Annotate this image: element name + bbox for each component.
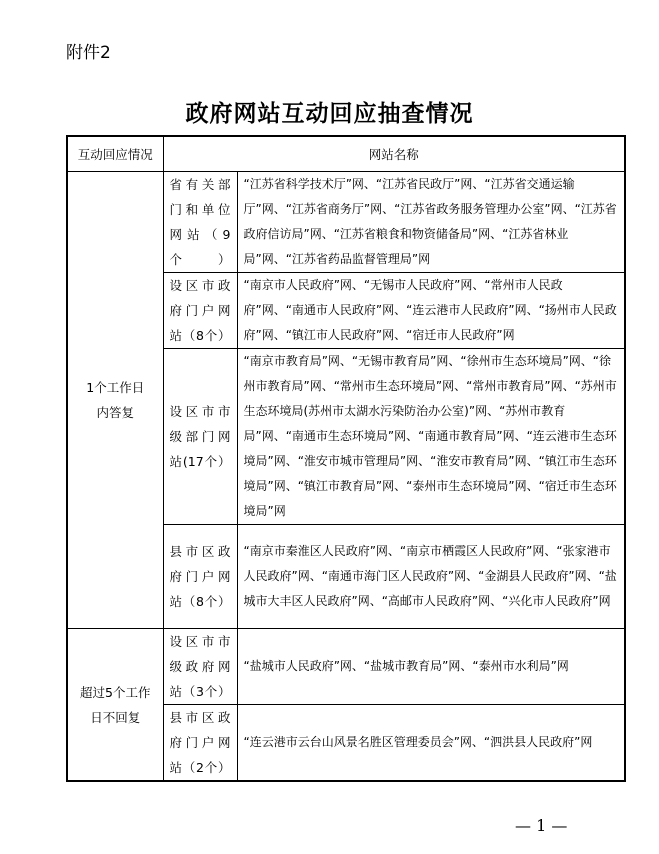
page-number: — 1 —	[515, 816, 568, 835]
sites-cell: “江苏省科学技术厅”网、“江苏省民政厅”网、“江苏省交通运输厅”网、“江苏省商务厅”网、“江苏省政务服务管理办公室”网、“江苏省政府信访局”网、“江苏省粮食和物资储备局”网、“江苏省林业局”网、“江苏省药品监督管理局”网	[237, 172, 625, 273]
sites-cell: “南京市教育局”网、“无锡市教育局”网、“徐州市生态环境局”网、“徐州市教育局”网、“常州市生态环境局”网、“常州市教育局”网、“苏州市生态环境局(苏州市太湖水污染防治办公室)”网、“苏州市教育局”网、“南通市生态环境局”网、“南通市教育局”网、“连云港市生态环境局”网、“淮安市城市管理局”网、“淮安市教育局”网、“镇江市生态环境局”网、“镇江市教育局”网、“泰州市生态环境局”网、“宿迁市生态环境局”网	[237, 349, 625, 525]
sites-cell: “盐城市人民政府”网、“盐城市教育局”网、“泰州市水利局”网	[237, 629, 625, 705]
attachment-label: 附件2	[66, 43, 111, 63]
group-label	[67, 172, 163, 629]
sites-cell: “南京市秦淮区人民政府”网、“南京市栖霞区人民政府”网、“张家港市人民政府”网、“南通市海门区人民政府”网、“金湖县人民政府”网、“盐城市大丰区人民政府”网、“高邮市人民政府”网、“兴化市人民政府”网	[237, 525, 625, 629]
group-label-text: 超过5个工作日不回复	[80, 684, 151, 725]
sites-cell: “南京市人民政府”网、“无锡市人民政府”网、“常州市人民政府”网、“南通市人民政府”网、“连云港市人民政府”网、“扬州市人民政府”网、“镇江市人民政府”网、“宿迁市人民政府”网	[237, 273, 625, 349]
group-label	[67, 629, 163, 782]
page-title: 政府网站互动回应抽查情况	[185, 101, 474, 127]
category-cell: 设区市市级政府网站（3个）	[163, 629, 237, 705]
table-header-row	[67, 136, 625, 172]
category-cell: 省有关部门和单位网站（9个）	[163, 172, 237, 273]
category-cell: 县市区政府门户网站（8个）	[163, 525, 237, 629]
header-site-name: 网站名称	[163, 136, 625, 172]
table-row	[67, 172, 625, 273]
category-cell: 设区市市级部门网站(17个）	[163, 349, 237, 525]
spot-check-table	[66, 135, 626, 782]
category-cell: 设区市政府门户网站（8个）	[163, 273, 237, 349]
header-response: 互动回应情况	[67, 136, 163, 172]
sites-cell: “连云港市云台山风景名胜区管理委员会”网、“泗洪县人民政府”网	[237, 705, 625, 782]
table-row	[67, 629, 625, 705]
group-label-text: 1个工作日内答复	[86, 380, 145, 420]
category-cell: 县市区政府门户网站（2个）	[163, 705, 237, 782]
